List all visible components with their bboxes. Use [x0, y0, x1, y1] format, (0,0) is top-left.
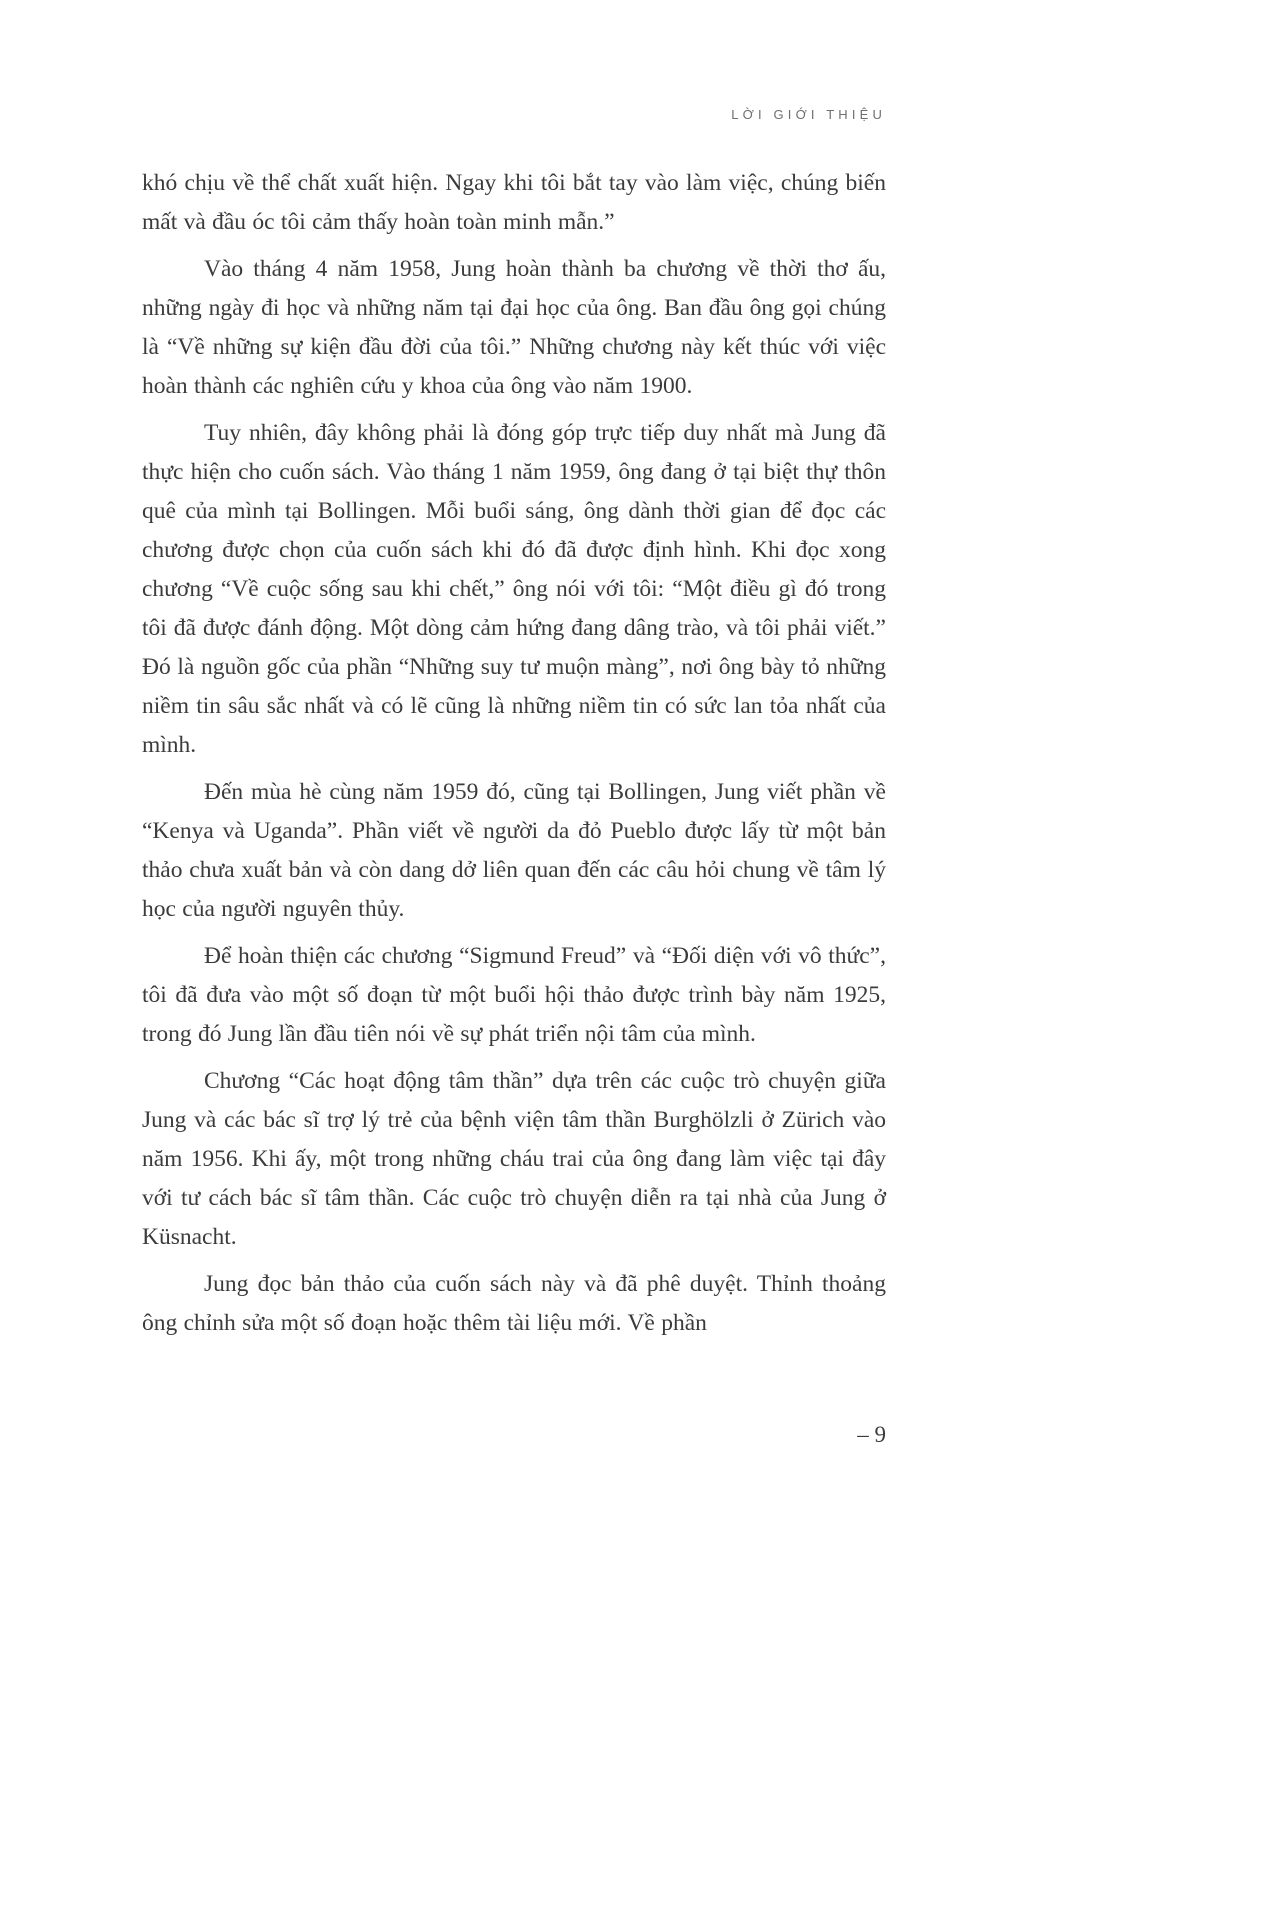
running-header-text: LỜI GIỚI THIỆU: [731, 107, 886, 122]
paragraph: Jung đọc bản thảo của cuốn sách này và đã phê duyệt. Thỉnh thoảng ông chỉnh sửa một số đoạn hoặc thêm tài liệu mới. Về phần: [142, 1271, 886, 1336]
paragraph: Tuy nhiên, đây không phải là đóng góp trực tiếp duy nhất mà Jung đã thực hiện cho cuốn sách. Vào tháng 1 năm 1959, ông đang ở tại biệt thự thôn quê của mình tại Bollingen. Mỗi buổi sáng, ông dành thời gian để đọc các chương được chọn của cuốn sách khi đó đã được định hình. Khi đọc xong chương “Về cuộc sống sau khi chết,” ông nói với tôi: “Một điều gì đó trong tôi đã được đánh động. Một dòng cảm hứng đang dâng trào, và tôi phải viết.” Đó là nguồn gốc của phần “Những suy tư muộn màng”, nơi ông bày tỏ những niềm tin sâu sắc nhất và có lẽ cũng là những niềm tin có sức lan tỏa nhất của mình.: [142, 420, 886, 758]
paragraph: Đến mùa hè cùng năm 1959 đó, cũng tại Bollingen, Jung viết phần về “Kenya và Uganda”. Phần viết về người da đỏ Pueblo được lấy từ một bản thảo chưa xuất bản và còn dang dở liên quan đến các câu hỏi chung về tâm lý học của người nguyên thủy.: [142, 779, 886, 922]
page-number: – 9: [857, 1422, 886, 1447]
running-header: [142, 106, 886, 124]
paragraph: Vào tháng 4 năm 1958, Jung hoàn thành ba chương về thời thơ ấu, những ngày đi học và những năm tại đại học của ông. Ban đầu ông gọi chúng là “Về những sự kiện đầu đời của tôi.” Những chương này kết thúc với việc hoàn thành các nghiên cứu y khoa của ông vào năm 1900.: [142, 256, 886, 399]
page-footer: [142, 1422, 886, 1448]
paragraph-continuation: khó chịu về thể chất xuất hiện. Ngay khi tôi bắt tay vào làm việc, chúng biến mất và đầu óc tôi cảm thấy hoàn toàn minh mẫn.”: [142, 170, 886, 235]
paragraph: Chương “Các hoạt động tâm thần” dựa trên các cuộc trò chuyện giữa Jung và các bác sĩ trợ lý trẻ của bệnh viện tâm thần Burghölzli ở Zürich vào năm 1956. Khi ấy, một trong những cháu trai của ông đang làm việc tại đây với tư cách bác sĩ tâm thần. Các cuộc trò chuyện diễn ra tại nhà của Jung ở Küsnacht.: [142, 1068, 886, 1250]
body-text-block: [142, 164, 886, 1343]
paragraph: Để hoàn thiện các chương “Sigmund Freud” và “Đối diện với vô thức”, tôi đã đưa vào một số đoạn từ một buổi hội thảo được trình bày năm 1925, trong đó Jung lần đầu tiên nói về sự phát triển nội tâm của mình.: [142, 943, 886, 1047]
